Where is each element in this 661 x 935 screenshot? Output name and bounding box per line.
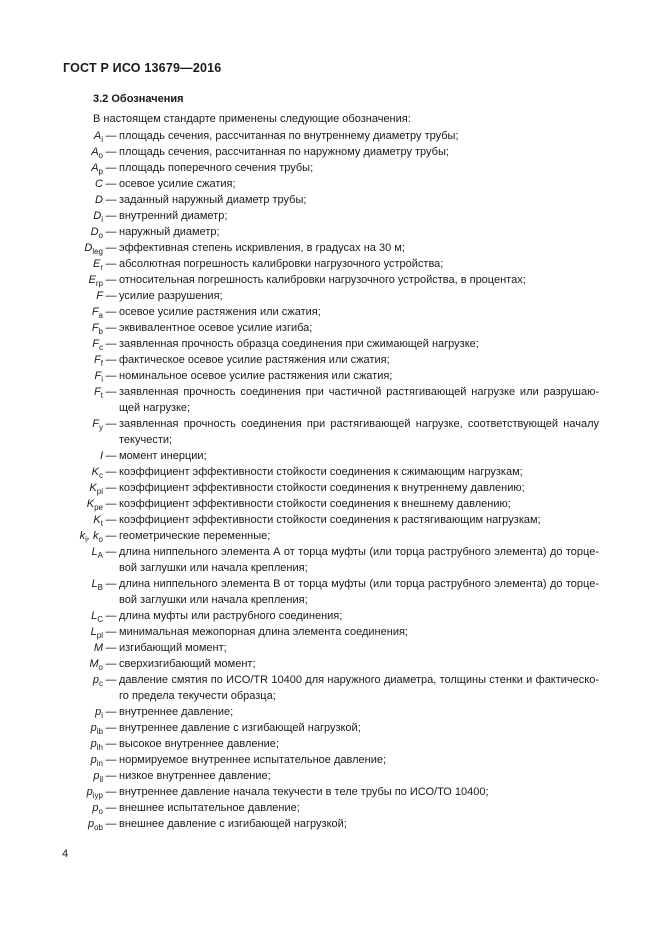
- definition-text: внешнее давление с изгибающей нагрузкой;: [119, 818, 347, 830]
- definition-dash: —: [105, 130, 117, 142]
- definition-dash: —: [105, 370, 117, 382]
- definition-item: [0, 608, 661, 624]
- definition-symbol: $L_C$: [91, 610, 103, 624]
- definition-item: [0, 768, 661, 784]
- definition-item: [0, 128, 661, 144]
- definition-dash: —: [105, 706, 117, 718]
- definition-item: [0, 256, 661, 272]
- definition-dash: —: [105, 786, 117, 798]
- definition-dash: —: [105, 754, 117, 766]
- definition-symbol: $E_{rp}$: [88, 274, 103, 288]
- definition-symbol: $D_{leg}$: [84, 242, 103, 256]
- definition-dash: —: [105, 338, 117, 350]
- definition-symbol: $F_a$: [91, 306, 103, 320]
- definition-text: коэффициент эффективности стойкости соединения к растягивающим нагрузкам;: [119, 514, 541, 526]
- definition-text: заявленная прочность соединения при растягивающей нагрузке, соответствующей началу текучести;: [119, 418, 599, 446]
- definition-symbol: $A_i$: [93, 130, 103, 144]
- definition-dash: —: [105, 306, 117, 318]
- definition-symbol: $p_{in}$: [90, 754, 103, 768]
- definition-item: [0, 624, 661, 640]
- definition-dash: —: [105, 482, 117, 494]
- definition-item: [0, 544, 661, 576]
- definition-symbol: $p_c$: [92, 674, 103, 688]
- definition-dash: —: [105, 738, 117, 750]
- definition-symbol: $A_p$: [91, 162, 103, 176]
- definition-dash: —: [105, 546, 117, 558]
- definition-symbol: $k_i$, $k_o$: [79, 530, 103, 544]
- definition-text: заявленная прочность образца соединения при сжимающей нагрузке;: [119, 338, 479, 350]
- definition-dash: —: [105, 514, 117, 526]
- definition-symbol: $p_o$: [92, 802, 103, 816]
- definition-dash: —: [105, 626, 117, 638]
- definition-item: [0, 320, 661, 336]
- definition-dash: —: [105, 178, 117, 190]
- definition-dash: —: [105, 162, 117, 174]
- definition-item: [0, 336, 661, 352]
- definition-item: [0, 176, 661, 192]
- definition-text: давление смятия по ИСО/TR 10400 для наружного диаметра, толщины стенки и фактическо-го предела текучести образца;: [119, 674, 599, 702]
- definition-text: длина ниппельного элемента А от торца муфты (или торца раструбного элемента) до торце-вой заглушки или начала крепления;: [119, 546, 599, 574]
- definition-text: коэффициент эффективности стойкости соединения к внешнему давлению;: [119, 498, 511, 510]
- definition-dash: —: [105, 450, 117, 462]
- definition-text: сверхизгибающий момент;: [119, 658, 256, 670]
- definition-text: осевое усилие сжатия;: [119, 178, 236, 190]
- definition-dash: —: [105, 674, 117, 686]
- definition-symbol: C: [95, 178, 103, 190]
- definition-dash: —: [105, 802, 117, 814]
- definition-item: [0, 528, 661, 544]
- definition-symbol: $p_{ob}$: [87, 818, 103, 832]
- definition-dash: —: [105, 354, 117, 366]
- definition-text: эквивалентное осевое усилие изгиба;: [119, 322, 313, 334]
- definition-text: внутренний диаметр;: [119, 210, 228, 222]
- definition-dash: —: [105, 770, 117, 782]
- definition-dash: —: [105, 322, 117, 334]
- definition-symbol: $F_c$: [92, 338, 103, 352]
- definitions-list: [0, 128, 661, 832]
- definition-dash: —: [105, 258, 117, 270]
- definition-item: [0, 784, 661, 800]
- definition-dash: —: [105, 210, 117, 222]
- definition-dash: —: [105, 722, 117, 734]
- definition-item: [0, 816, 661, 832]
- definition-item: [0, 192, 661, 208]
- definition-text: изгибающий момент;: [119, 642, 227, 654]
- definition-text: коэффициент эффективности стойкости соединения к внутреннему давлению;: [119, 482, 525, 494]
- definition-item: [0, 288, 661, 304]
- definition-item: [0, 304, 661, 320]
- definition-item: [0, 640, 661, 656]
- definition-symbol: I: [99, 450, 103, 462]
- definition-symbol: $L_A$: [91, 546, 103, 560]
- definition-dash: —: [105, 242, 117, 254]
- definition-symbol: $E_r$: [92, 258, 103, 272]
- page-number: 4: [62, 848, 69, 860]
- definition-symbol: $p_{ib}$: [90, 722, 103, 736]
- definition-symbol: $A_o$: [91, 146, 103, 160]
- definition-symbol: $K_t$: [93, 514, 103, 528]
- definition-symbol: $F_b$: [91, 322, 103, 336]
- definition-item: [0, 352, 661, 368]
- definition-item: [0, 144, 661, 160]
- definition-item: [0, 160, 661, 176]
- definition-item: [0, 368, 661, 384]
- definition-text: внутреннее давление начала текучести в теле трубы по ИСО/ТО 10400;: [119, 786, 489, 798]
- section-title: 3.2 Обозначения: [93, 93, 184, 105]
- definition-symbol: $p_{il}$: [93, 770, 103, 784]
- definition-item: [0, 704, 661, 720]
- definition-item: [0, 480, 661, 496]
- definition-dash: —: [105, 498, 117, 510]
- definition-text: внутреннее давление;: [119, 706, 234, 718]
- definition-symbol: F: [96, 290, 103, 302]
- definition-text: заданный наружный диаметр трубы;: [119, 194, 307, 206]
- definition-symbol: D: [95, 194, 103, 206]
- definition-symbol: $F_i$: [94, 370, 103, 384]
- definition-item: [0, 416, 661, 448]
- definition-item: [0, 240, 661, 256]
- definition-text: высокое внутреннее давление;: [119, 738, 279, 750]
- document-header: ГОСТ Р ИСО 13679—2016: [63, 61, 222, 75]
- definition-dash: —: [105, 818, 117, 830]
- definition-text: абсолютная погрешность калибровки нагрузочного устройства;: [119, 258, 444, 270]
- definition-text: длина муфты или раструбного соединения;: [119, 610, 343, 622]
- definition-item: [0, 272, 661, 288]
- definition-text: внешнее испытательное давление;: [119, 802, 300, 814]
- definition-item: [0, 800, 661, 816]
- definition-item: [0, 224, 661, 240]
- definition-text: осевое усилие растяжения или сжатия;: [119, 306, 321, 318]
- definition-symbol: $F_t$: [94, 386, 103, 400]
- definition-item: [0, 448, 661, 464]
- definition-item: [0, 576, 661, 608]
- definition-symbol: $K_{pe}$: [86, 498, 103, 512]
- definition-item: [0, 752, 661, 768]
- definition-text: площадь сечения, рассчитанная по внутреннему диаметру трубы;: [119, 130, 459, 142]
- definition-text: низкое внутреннее давление;: [119, 770, 271, 782]
- definition-text: наружный диаметр;: [119, 226, 220, 238]
- definition-item: [0, 672, 661, 704]
- definition-item: [0, 656, 661, 672]
- definition-symbol: $F_y$: [92, 418, 103, 432]
- definition-text: длина ниппельного элемента В от торца муфты (или торца раструбного элемента) до торце-вой заглушки или начала крепления;: [119, 578, 599, 606]
- definition-item: [0, 512, 661, 528]
- definition-text: заявленная прочность соединения при частичной растягивающей нагрузке или разрушаю-щей нагрузке;: [119, 386, 599, 414]
- definition-item: [0, 464, 661, 480]
- definition-text: фактическое осевое усилие растяжения или сжатия;: [119, 354, 390, 366]
- definition-symbol: $p_i$: [95, 706, 103, 720]
- definition-symbol: $L_{pl}$: [90, 626, 103, 640]
- definition-dash: —: [105, 530, 117, 542]
- definition-symbol: $L_B$: [91, 578, 103, 592]
- definition-text: эффективная степень искривления, в градусах на 30 м;: [119, 242, 405, 254]
- definition-text: геометрические переменные;: [119, 530, 271, 542]
- definition-text: усилие разрушения;: [119, 290, 223, 302]
- definition-dash: —: [105, 274, 117, 286]
- definition-item: [0, 736, 661, 752]
- definition-text: площадь поперечного сечения трубы;: [119, 162, 314, 174]
- definition-dash: —: [105, 146, 117, 158]
- definition-symbol: $F_f$: [94, 354, 103, 368]
- definition-dash: —: [105, 386, 117, 398]
- definition-dash: —: [105, 226, 117, 238]
- definition-text: минимальная межопорная длина элемента соединения;: [119, 626, 408, 638]
- definition-symbol: $K_c$: [91, 466, 103, 480]
- definition-symbol: $D_i$: [93, 210, 103, 224]
- definition-text: момент инерции;: [119, 450, 207, 462]
- definition-text: внутреннее давление с изгибающей нагрузкой;: [119, 722, 361, 734]
- definition-dash: —: [105, 194, 117, 206]
- definition-dash: —: [105, 290, 117, 302]
- definition-symbol: $p_{iyp}$: [86, 786, 103, 800]
- definition-item: [0, 496, 661, 512]
- definition-text: площадь сечения, рассчитанная по наружному диаметру трубы;: [119, 146, 449, 158]
- definition-item: [0, 720, 661, 736]
- definition-item: [0, 208, 661, 224]
- definition-dash: —: [105, 578, 117, 590]
- definition-item: [0, 384, 661, 416]
- definition-dash: —: [105, 658, 117, 670]
- definition-symbol: M: [93, 642, 103, 654]
- definition-text: коэффициент эффективности стойкости соединения к сжимающим нагрузкам;: [119, 466, 523, 478]
- definition-text: нормируемое внутреннее испытательное давление;: [119, 754, 387, 766]
- definition-symbol: $K_{pi}$: [89, 482, 103, 496]
- definition-dash: —: [105, 466, 117, 478]
- definition-symbol: $p_{ih}$: [90, 738, 103, 752]
- definition-symbol: $M_o$: [89, 658, 103, 672]
- definition-text: относительная погрешность калибровки нагрузочного устройства, в процентах;: [119, 274, 526, 286]
- intro-paragraph: В настоящем стандарте применены следующие обозначения:: [93, 113, 411, 125]
- definition-dash: —: [105, 610, 117, 622]
- definition-dash: —: [105, 418, 117, 430]
- definition-symbol: $D_o$: [90, 226, 103, 240]
- definition-text: номинальное осевое усилие растяжения или сжатия;: [119, 370, 393, 382]
- definition-dash: —: [105, 642, 117, 654]
